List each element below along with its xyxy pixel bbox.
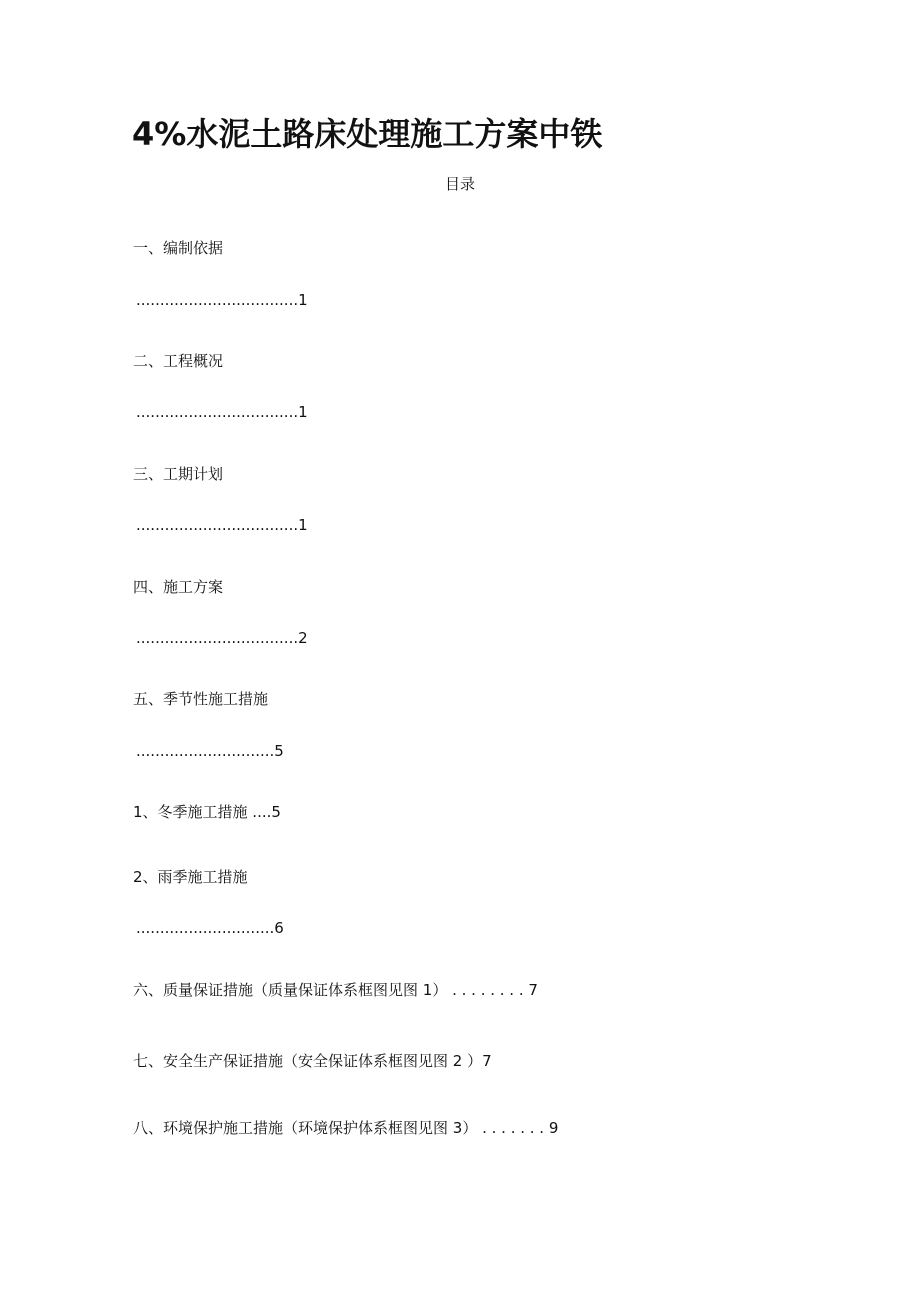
- toc-entry-label[interactable]: 三、工期计划: [133, 465, 224, 483]
- toc-entry-label[interactable]: 2、雨季施工措施: [133, 868, 248, 886]
- toc-entry-label[interactable]: 1、冬季施工措施 ....5: [133, 803, 281, 821]
- toc-heading: 目录: [444, 175, 475, 193]
- toc-entry-label[interactable]: 六、质量保证措施（质量保证体系框图见图 1） . . . . . . . . 7: [133, 981, 538, 999]
- toc-entry-label[interactable]: 八、环境保护施工措施（环境保护体系框图见图 3） . . . . . . . 9: [133, 1119, 559, 1137]
- toc-entry-label[interactable]: 七、安全生产保证措施（安全保证体系框图见图 2 ）7: [133, 1052, 492, 1070]
- toc-entry-leader: ..................................1: [136, 291, 308, 309]
- toc-entry-label[interactable]: 五、季节性施工措施: [133, 690, 269, 708]
- toc-entry-leader: .............................5: [136, 742, 284, 760]
- toc-entry-label[interactable]: 二、工程概况: [133, 352, 224, 370]
- toc-entry-label[interactable]: 一、编制依据: [133, 239, 224, 257]
- toc-entry-leader: .............................6: [136, 919, 284, 937]
- toc-entry-label[interactable]: 四、施工方案: [133, 578, 224, 596]
- toc-entry-leader: ..................................2: [136, 629, 308, 647]
- document-title: 4%水泥土路床处理施工方案中铁: [132, 115, 603, 153]
- toc-entry-leader: ..................................1: [136, 403, 308, 421]
- toc-entry-leader: ..................................1: [136, 516, 308, 534]
